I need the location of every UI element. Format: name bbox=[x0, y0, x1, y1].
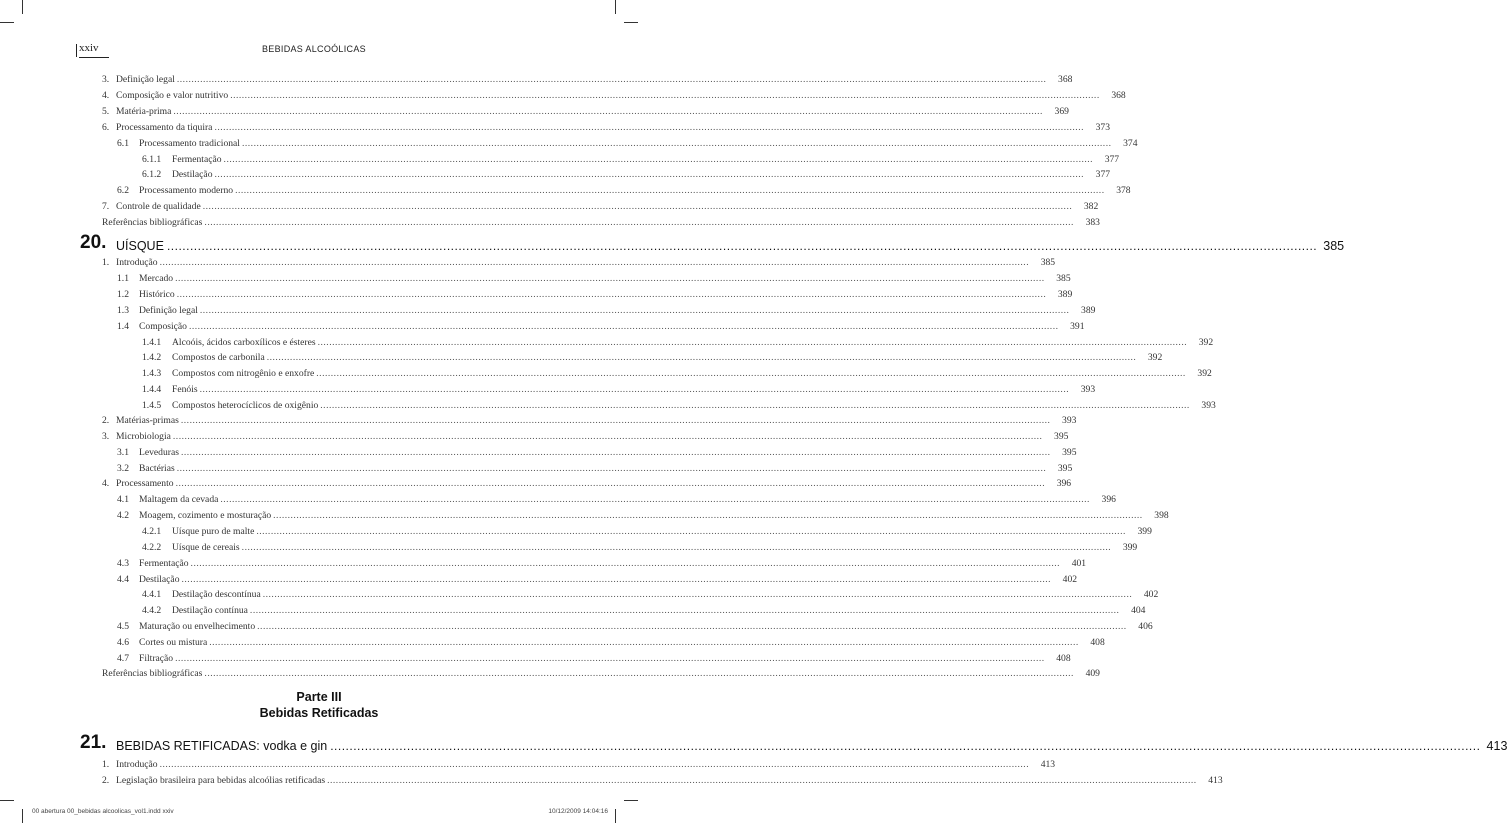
toc-label: Definição legal bbox=[139, 305, 198, 316]
toc-leader: ............................................................................................................................................................................................................................................................................................................ bbox=[223, 154, 1094, 165]
toc-entry[interactable] bbox=[117, 556, 1087, 570]
toc-leader: ............................................................................................................................................................................................................................................................................................................ bbox=[262, 589, 1133, 600]
toc-entry-references[interactable] bbox=[102, 215, 1100, 229]
toc-leader: ............................................................................................................................................................................................................................................................................................................ bbox=[176, 463, 1047, 474]
toc-leader: ............................................................................................................................................................................................................................................................................................................ bbox=[320, 400, 1190, 411]
toc-page: 393 bbox=[1080, 384, 1096, 395]
toc-number: 4.6 bbox=[117, 637, 129, 648]
toc-number: 4.4 bbox=[117, 574, 129, 585]
toc-page: 382 bbox=[1083, 201, 1099, 212]
toc-page: 389 bbox=[1057, 289, 1073, 300]
toc-label: Matéria-prima bbox=[116, 106, 172, 117]
toc-page: 401 bbox=[1071, 558, 1087, 569]
toc-page: 413 bbox=[1208, 775, 1223, 786]
toc-entry[interactable] bbox=[102, 413, 1077, 427]
toc-entry[interactable] bbox=[117, 508, 1169, 522]
toc-label: Filtração bbox=[139, 653, 174, 664]
toc-page: 402 bbox=[1143, 589, 1159, 600]
toc-label: Mercado bbox=[139, 273, 174, 284]
header-rule-vertical bbox=[76, 44, 77, 57]
toc-page: 395 bbox=[1054, 431, 1069, 442]
toc-leader: ............................................................................................................................................................................................................................................................................................................ bbox=[235, 185, 1105, 196]
toc-label: Uísque de cereais bbox=[172, 542, 240, 553]
toc-number: 6.2 bbox=[117, 185, 129, 196]
toc-number: 4.2.2 bbox=[142, 542, 162, 553]
toc-label: Compostos com nitrogênio e enxofre bbox=[172, 368, 315, 379]
chapter-heading[interactable] bbox=[80, 232, 1345, 254]
toc-leader: ............................................................................................................................................................................................................................................................................................................ bbox=[220, 494, 1090, 505]
toc-leader: ............................................................................................................................................................................................................................................................................................................ bbox=[266, 352, 1137, 363]
toc-label: Destilação bbox=[172, 169, 213, 180]
toc-number: 6.1 bbox=[117, 138, 129, 149]
toc-entry[interactable] bbox=[117, 136, 1138, 150]
toc-label: Legislação brasileira para bebidas alcoólias retificadas bbox=[116, 775, 326, 786]
toc-page: 385 bbox=[1056, 273, 1071, 284]
toc-number: 4.2.1 bbox=[142, 526, 162, 537]
toc-entry[interactable] bbox=[117, 183, 1131, 197]
toc-number: 4. bbox=[102, 90, 110, 101]
toc-entry[interactable] bbox=[117, 619, 1153, 633]
toc-page: 385 bbox=[1040, 257, 1056, 268]
toc-entry[interactable] bbox=[117, 635, 1105, 649]
toc-label: Processamento moderno bbox=[139, 185, 234, 196]
toc-number: 1.2 bbox=[117, 289, 129, 300]
crop-mark bbox=[0, 800, 14, 801]
toc-leader: ............................................................................................................................................................................................................................................................................................................ bbox=[204, 668, 1074, 679]
toc-leader: ............................................................................................................................................................................................................................................................................................................ bbox=[175, 653, 1045, 664]
toc-leader: ............................................................................................................................................................................................................................................................................................................ bbox=[181, 574, 1052, 585]
toc-label: Fermentação bbox=[172, 154, 222, 165]
toc-page: 393 bbox=[1062, 415, 1077, 426]
toc-page: 413 bbox=[1040, 759, 1056, 770]
toc-number: 4. bbox=[102, 478, 110, 489]
toc-entry[interactable] bbox=[117, 319, 1085, 333]
toc-leader: ............................................................................................................................................................................................................................................................................................................ bbox=[199, 384, 1070, 395]
toc-entry-references[interactable] bbox=[102, 666, 1100, 680]
slug-timestamp: 10/12/2009 14:04:16 bbox=[548, 808, 608, 815]
toc-leader: ............................................................................................................................................................................................................................................................................................................ bbox=[176, 289, 1047, 300]
chapter-title: UÍSQUE bbox=[116, 239, 164, 253]
toc-page: 368 bbox=[1058, 74, 1073, 85]
crop-mark bbox=[22, 809, 23, 823]
toc-number: 2. bbox=[102, 775, 110, 786]
toc-page: 383 bbox=[1085, 217, 1100, 228]
toc-entry[interactable] bbox=[142, 350, 1163, 364]
toc-label: Matérias-primas bbox=[116, 415, 179, 426]
toc-page: 408 bbox=[1056, 653, 1071, 664]
toc-leader: ............................................................................................................................................................................................................................................................................................................ bbox=[256, 526, 1126, 537]
toc-leader: ............................................................................................................................................................................................................................................................................................................ bbox=[273, 510, 1143, 521]
toc-entry[interactable] bbox=[102, 72, 1073, 86]
toc-page: 404 bbox=[1131, 605, 1146, 616]
toc-number: 1. bbox=[102, 759, 110, 770]
toc-leader: ............................................................................................................................................................................................................................................................................................................ bbox=[209, 637, 1079, 648]
toc-number: 4.3 bbox=[117, 558, 129, 569]
toc-entry[interactable] bbox=[142, 167, 1111, 181]
crop-mark bbox=[0, 22, 14, 23]
crop-mark bbox=[624, 22, 638, 23]
toc-page: 393 bbox=[1201, 400, 1216, 411]
toc-page: 392 bbox=[1198, 337, 1214, 348]
toc-number: 1.4.3 bbox=[142, 368, 162, 379]
toc-label: Composição bbox=[139, 321, 187, 332]
page-number: xxiv bbox=[79, 42, 99, 54]
toc-entry[interactable] bbox=[117, 287, 1073, 301]
toc-entry[interactable] bbox=[142, 152, 1120, 166]
toc-entry[interactable] bbox=[142, 587, 1159, 601]
toc-page: 396 bbox=[1056, 478, 1072, 489]
toc-page: 396 bbox=[1101, 494, 1116, 505]
toc-page: 395 bbox=[1062, 447, 1077, 458]
toc-entry[interactable] bbox=[117, 651, 1071, 665]
chapter-heading[interactable] bbox=[80, 732, 1507, 754]
toc-number: 1.3 bbox=[117, 305, 129, 316]
toc-leader: ............................................................................................................................................................................................................................................................................................................ bbox=[159, 257, 1030, 268]
toc-label: Controle de qualidade bbox=[116, 201, 201, 212]
toc-leader: ............................................................................................................................................................................................................................................................................................................ bbox=[159, 759, 1030, 770]
toc-leader: ............................................................................................................................................................................................................................................................................................................ bbox=[230, 90, 1100, 101]
toc-number: 3.2 bbox=[117, 463, 129, 474]
toc-number: 4.4.1 bbox=[142, 589, 162, 600]
part-title: Bebidas Retificadas bbox=[259, 706, 379, 720]
toc-number: 4.1 bbox=[117, 494, 129, 505]
toc-leader: ............................................................................................................................................................................................................................................................................................................ bbox=[166, 239, 1318, 253]
toc-label: Composição e valor nutritivo bbox=[116, 90, 229, 101]
toc-number: 1.4.4 bbox=[142, 384, 162, 395]
toc-page: 398 bbox=[1154, 510, 1169, 521]
toc-label: Moagem, cozimento e mosturação bbox=[139, 510, 272, 521]
toc-page: 399 bbox=[1122, 542, 1138, 553]
toc-leader: ............................................................................................................................................................................................................................................................................................................ bbox=[172, 431, 1043, 442]
toc-label: Compostos de carbonila bbox=[172, 352, 265, 363]
running-title: BEBIDAS ALCOÓLICAS bbox=[262, 44, 366, 54]
toc-leader: ............................................................................................................................................................................................................................................................................................................ bbox=[199, 305, 1070, 316]
toc-leader: ............................................................................................................................................................................................................................................................................................................ bbox=[180, 447, 1051, 458]
toc-page: 392 bbox=[1197, 368, 1212, 379]
toc-leader: ............................................................................................................................................................................................................................................................................................................ bbox=[204, 217, 1074, 228]
toc-page: 377 bbox=[1095, 169, 1111, 180]
toc-page: 377 bbox=[1104, 154, 1120, 165]
toc-page: 406 bbox=[1138, 621, 1153, 632]
toc-label: Processamento bbox=[116, 478, 174, 489]
toc-leader: ............................................................................................................................................................................................................................................................................................................ bbox=[175, 478, 1046, 489]
toc-entry[interactable] bbox=[102, 773, 1223, 787]
toc-label: Destilação descontínua bbox=[172, 589, 261, 600]
toc-number: 4.2 bbox=[117, 510, 129, 521]
header-rule bbox=[79, 57, 109, 58]
toc-label: Introdução bbox=[116, 759, 158, 770]
toc-label: Referências bibliográficas bbox=[102, 217, 203, 228]
toc-number: 3.1 bbox=[117, 447, 129, 458]
toc-leader: ............................................................................................................................................................................................................................................................................................................ bbox=[241, 542, 1112, 553]
toc-entry[interactable] bbox=[117, 271, 1071, 285]
toc-label: Maltagem da cevada bbox=[139, 494, 219, 505]
toc-entry[interactable] bbox=[142, 524, 1152, 538]
toc-page: 409 bbox=[1085, 668, 1100, 679]
toc-number: 6.1.2 bbox=[142, 169, 162, 180]
toc-label: Cortes ou mistura bbox=[139, 637, 208, 648]
toc-number: 4.5 bbox=[117, 621, 129, 632]
chapter-number: 20. bbox=[80, 232, 107, 253]
toc-number: 6. bbox=[102, 122, 110, 133]
toc-label: Processamento tradicional bbox=[139, 138, 240, 149]
toc-label: Referências bibliográficas bbox=[102, 668, 203, 679]
toc-entry[interactable] bbox=[102, 429, 1069, 443]
toc-entry[interactable] bbox=[102, 255, 1056, 269]
toc-number: 1.1 bbox=[117, 273, 129, 284]
toc-label: Leveduras bbox=[139, 447, 179, 458]
toc-leader: ............................................................................................................................................................................................................................................................................................................ bbox=[241, 138, 1112, 149]
crop-mark bbox=[624, 800, 638, 801]
toc-label: Microbiologia bbox=[116, 431, 171, 442]
crop-mark bbox=[615, 809, 616, 823]
toc-page: 395 bbox=[1057, 463, 1073, 474]
chapter-page: 385 bbox=[1323, 239, 1345, 253]
toc-entry[interactable] bbox=[117, 572, 1078, 586]
toc-leader: ............................................................................................................................................................................................................................................................................................................ bbox=[327, 775, 1197, 786]
toc-label: Introdução bbox=[116, 257, 158, 268]
toc-number: 1.4.2 bbox=[142, 352, 162, 363]
toc-entry[interactable] bbox=[117, 492, 1116, 506]
toc-entry[interactable] bbox=[117, 461, 1073, 475]
toc-entry[interactable] bbox=[142, 603, 1146, 617]
crop-mark bbox=[615, 0, 616, 14]
toc-page: 389 bbox=[1081, 305, 1096, 316]
toc-label: Bactérias bbox=[139, 463, 175, 474]
toc-page: 378 bbox=[1116, 185, 1131, 196]
toc-label: Processamento da tiquira bbox=[116, 122, 213, 133]
toc-entry[interactable] bbox=[142, 540, 1138, 554]
toc-leader: ............................................................................................................................................................................................................................................................................................................ bbox=[249, 605, 1120, 616]
toc-number: 5. bbox=[102, 106, 110, 117]
toc-entry[interactable] bbox=[117, 303, 1096, 317]
crop-mark bbox=[22, 0, 23, 14]
toc-label: Fenóis bbox=[172, 384, 198, 395]
toc-entry[interactable] bbox=[142, 335, 1214, 349]
chapter-title: BEBIDAS RETIFICADAS: vodka e gin bbox=[116, 739, 328, 753]
toc-page: 392 bbox=[1147, 352, 1163, 363]
toc-label: Definição legal bbox=[116, 74, 175, 85]
toc-page: 402 bbox=[1062, 574, 1078, 585]
toc-entry[interactable] bbox=[142, 366, 1212, 380]
toc-leader: ............................................................................................................................................................................................................................................................................................................ bbox=[173, 106, 1043, 117]
toc-page: 369 bbox=[1054, 106, 1069, 117]
toc-label: Compostos heterocíclicos de oxigênio bbox=[172, 400, 319, 411]
toc-page: 391 bbox=[1070, 321, 1085, 332]
toc-leader: ............................................................................................................................................................................................................................................................................................................ bbox=[257, 621, 1127, 632]
toc-number: 1. bbox=[102, 257, 110, 268]
toc-number: 6.1.1 bbox=[142, 154, 162, 165]
toc-entry[interactable] bbox=[102, 120, 1110, 134]
toc-leader: ............................................................................................................................................................................................................................................................................................................ bbox=[190, 558, 1061, 569]
toc-label: Destilação bbox=[139, 574, 180, 585]
toc-entry[interactable] bbox=[102, 757, 1056, 771]
toc-number: 1.4 bbox=[117, 321, 129, 332]
slug-filename: 00 abertura 00_bebidas alcoolicas_vol1.indd xxiv bbox=[32, 808, 174, 815]
toc-leader: ............................................................................................................................................................................................................................................................................................................ bbox=[317, 337, 1188, 348]
toc-entry[interactable] bbox=[102, 104, 1069, 118]
toc-leader: ............................................................................................................................................................................................................................................................................................................ bbox=[180, 415, 1051, 426]
toc-number: 1.4.1 bbox=[142, 337, 162, 348]
toc-entry[interactable] bbox=[117, 445, 1077, 459]
part-label: Parte III bbox=[296, 690, 342, 704]
toc-label: Uísque puro de malte bbox=[172, 526, 255, 537]
toc-entry[interactable] bbox=[102, 476, 1072, 490]
toc-leader: ............................................................................................................................................................................................................................................................................................................ bbox=[316, 368, 1186, 379]
toc-leader: ............................................................................................................................................................................................................................................................................................................ bbox=[214, 169, 1085, 180]
toc-label: Histórico bbox=[139, 289, 175, 300]
toc-page: 374 bbox=[1123, 138, 1138, 149]
toc-number: 1.4.5 bbox=[142, 400, 162, 411]
chapter-page: 413 bbox=[1486, 739, 1507, 753]
toc-number: 3. bbox=[102, 431, 110, 442]
toc-page: 373 bbox=[1095, 122, 1110, 133]
toc-page: 368 bbox=[1111, 90, 1126, 101]
toc-leader: ............................................................................................................................................................................................................................................................................................................ bbox=[176, 74, 1047, 85]
toc-entry[interactable] bbox=[142, 398, 1216, 412]
toc-label: Fermentação bbox=[139, 558, 189, 569]
toc-number: 7. bbox=[102, 201, 110, 212]
toc-number: 4.4.2 bbox=[142, 605, 162, 616]
chapter-number: 21. bbox=[80, 732, 107, 753]
toc-number: 4.7 bbox=[117, 653, 129, 664]
toc-leader: ............................................................................................................................................................................................................................................................................................................ bbox=[330, 739, 1481, 753]
toc-leader: ............................................................................................................................................................................................................................................................................................................ bbox=[188, 321, 1059, 332]
toc-page: 399 bbox=[1137, 526, 1152, 537]
toc-label: Destilação contínua bbox=[172, 605, 248, 616]
toc-label: Alcoóis, ácidos carboxílicos e ésteres bbox=[172, 337, 316, 348]
toc-entry[interactable] bbox=[102, 199, 1099, 213]
toc-entry[interactable] bbox=[102, 88, 1126, 102]
toc-page: 408 bbox=[1090, 637, 1105, 648]
toc-entry[interactable] bbox=[142, 382, 1096, 396]
toc-label: Maturação ou envelhecimento bbox=[139, 621, 256, 632]
toc-leader: ............................................................................................................................................................................................................................................................................................................ bbox=[175, 273, 1045, 284]
toc-leader: ............................................................................................................................................................................................................................................................................................................ bbox=[214, 122, 1084, 133]
toc-number: 2. bbox=[102, 415, 110, 426]
toc-number: 3. bbox=[102, 74, 110, 85]
toc-leader: ............................................................................................................................................................................................................................................................................................................ bbox=[202, 201, 1073, 212]
